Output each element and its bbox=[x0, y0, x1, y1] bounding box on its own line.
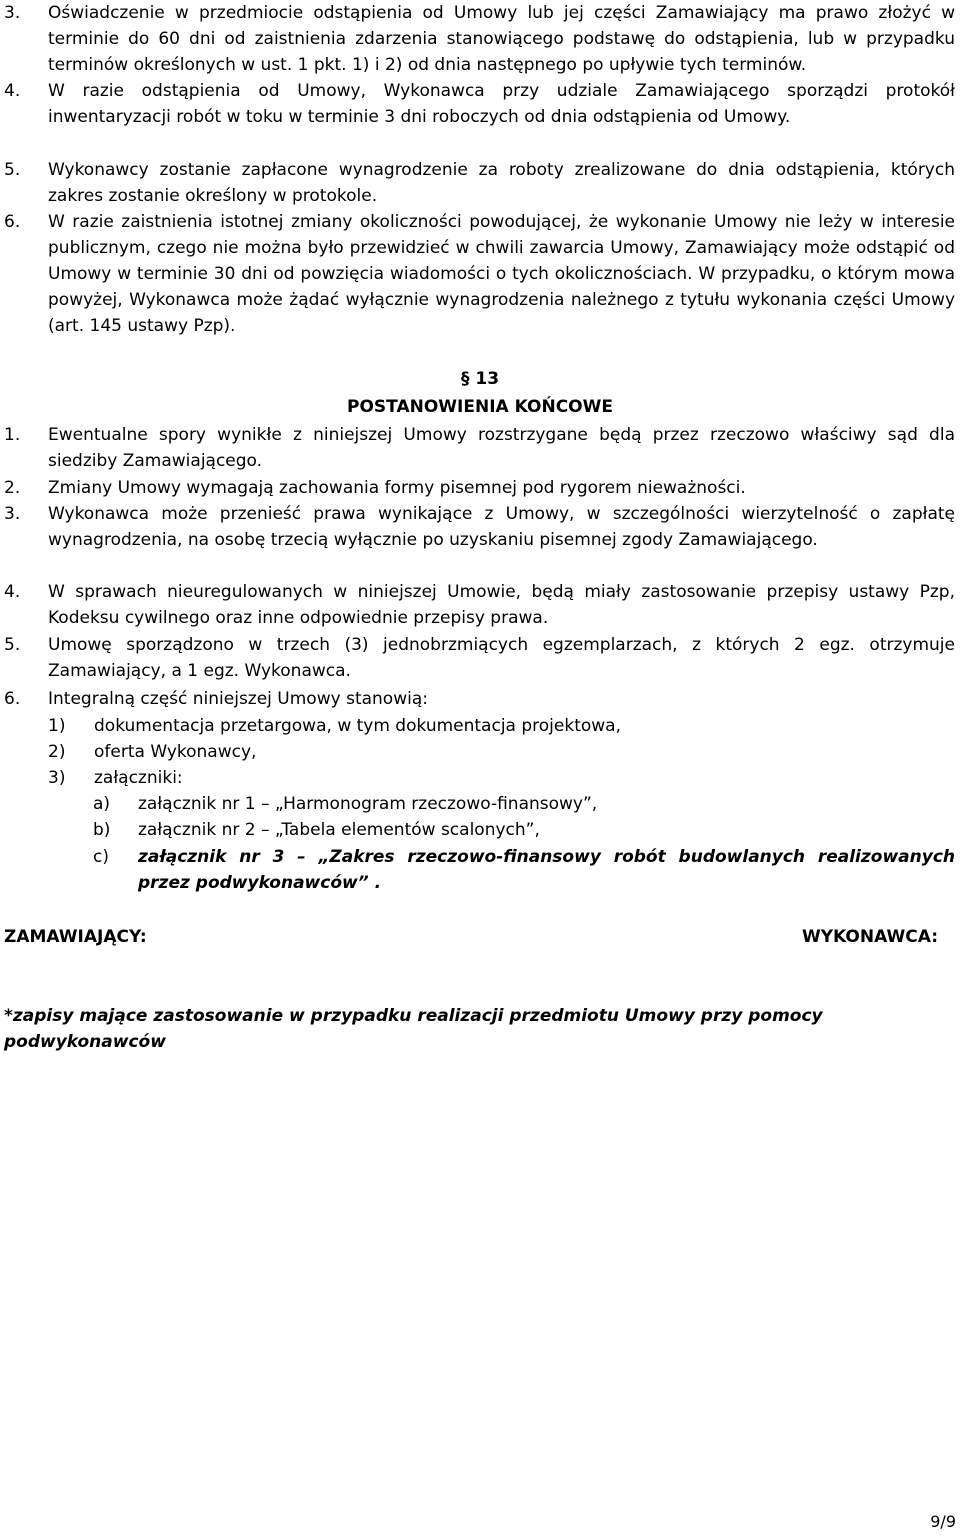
list-text: dokumentacja przetargowa, w tym dokumentacja projektowa, bbox=[94, 716, 621, 736]
signature-contractor: WYKONAWCA: bbox=[801, 927, 938, 947]
list-item bbox=[48, 713, 955, 739]
list-item bbox=[48, 739, 955, 765]
clause-12-6 bbox=[0, 209, 955, 339]
clause-13-3 bbox=[0, 501, 955, 553]
clause-number: 6. bbox=[4, 212, 21, 232]
page-number: 9/9 bbox=[930, 1512, 956, 1531]
clause-12-3 bbox=[0, 0, 955, 78]
clause-12-4 bbox=[0, 78, 955, 130]
clause-number: 2. bbox=[4, 478, 21, 498]
list-item bbox=[48, 765, 955, 791]
attachment-letter: c) bbox=[93, 847, 109, 867]
attachment-text: załącznik nr 2 – „Tabela elementów scalonych”, bbox=[138, 820, 540, 840]
clause-12-5 bbox=[0, 157, 955, 209]
signature-contracting-party: ZAMAWIAJĄCY: bbox=[4, 927, 147, 947]
clause-number: 5. bbox=[4, 160, 21, 180]
attachment-item bbox=[93, 844, 955, 896]
list-number: 1) bbox=[48, 716, 66, 736]
clause-text: W razie odstąpienia od Umowy, Wykonawca przy udziale Zamawiającego sporządzi protokół inwentaryzacji robót w toku w terminie 3 dni roboczych od dnia odstąpienia od Umowy. bbox=[48, 81, 955, 127]
clause-number: 4. bbox=[4, 582, 21, 602]
attachment-letter: a) bbox=[93, 794, 111, 814]
clause-text: Zmiany Umowy wymagają zachowania formy pisemnej pod rygorem nieważności. bbox=[48, 478, 746, 498]
clause-text: Integralną część niniejszej Umowy stanowią: bbox=[48, 689, 428, 709]
clause-number: 3. bbox=[4, 3, 21, 23]
clause-text: Wykonawca może przenieść prawa wynikające z Umowy, w szczególności wierzytelność o zapłatę wynagrodzenia, na osobę trzecią wyłącznie po uzyskaniu pisemnej zgody Zamawiającego. bbox=[48, 504, 955, 550]
clause-text: W sprawach nieuregulowanych w niniejszej Umowie, będą miały zastosowanie przepisy ustawy Pzp, Kodeksu cywilnego oraz inne odpowiednie przepisy prawa. bbox=[48, 582, 955, 628]
list-text: załączniki: bbox=[94, 768, 183, 788]
section-number: § 13 bbox=[460, 369, 500, 389]
clause-text: Oświadczenie w przedmiocie odstąpienia od Umowy lub jej części Zamawiający ma prawo złożyć w terminie do 60 dni od zaistnienia zdarzenia stanowiącego podstawę do odstąpienia, lub w przypadku terminów określonych w ust. 1 pkt. 1) i 2) od dnia następnego po upływie tych terminów. bbox=[48, 3, 955, 75]
clause-text: W razie zaistnienia istotnej zmiany okoliczności powodującej, że wykonanie Umowy nie leży w interesie publicznym, czego nie można było przewidzieć w chwili zawarcia Umowy, Zamawiający może odstąpić od Umowy w terminie 30 dni od powzięcia wiadomości o tych okolicznościach. W przypadku, o którym mowa powyżej, Wykonawca może żądać wyłącznie wynagrodzenia należnego z tytułu wykonania części Umowy (art. 145 ustawy Pzp). bbox=[48, 212, 955, 336]
list-text: oferta Wykonawcy, bbox=[94, 742, 257, 762]
attachment-text: załącznik nr 1 – „Harmonogram rzeczowo-finansowy”, bbox=[138, 794, 598, 814]
clause-number: 5. bbox=[4, 635, 21, 655]
clause-text: Ewentualne spory wynikłe z niniejszej Umowy rozstrzygane będą przez rzeczowo właściwy sąd dla siedziby Zamawiającego. bbox=[48, 425, 955, 471]
clause-text: Wykonawcy zostanie zapłacone wynagrodzenie za roboty zrealizowane do dnia odstąpienia, których zakres zostanie określony w protokole. bbox=[48, 160, 955, 206]
list-number: 3) bbox=[48, 768, 66, 788]
attachment-letter: b) bbox=[93, 820, 111, 840]
clause-number: 3. bbox=[4, 504, 21, 524]
section-title: POSTANOWIENIA KOŃCOWE bbox=[347, 397, 613, 417]
attachment-item bbox=[93, 817, 955, 843]
attachment-item bbox=[93, 791, 955, 817]
clause-13-2 bbox=[0, 475, 955, 501]
clause-13-4 bbox=[0, 579, 955, 631]
clause-number: 4. bbox=[4, 81, 21, 101]
clause-number: 1. bbox=[4, 425, 21, 445]
clause-13-6 bbox=[0, 686, 955, 712]
list-number: 2) bbox=[48, 742, 66, 762]
clause-13-5 bbox=[0, 632, 955, 684]
clause-number: 6. bbox=[4, 689, 21, 709]
clause-13-1 bbox=[0, 422, 955, 474]
footnote: *zapisy mające zastosowanie w przypadku realizacji przedmiotu Umowy przy pomocy podwykonawców bbox=[4, 1006, 823, 1052]
attachment-text: załącznik nr 3 – „Zakres rzeczowo-finansowy robót budowlanych realizowanych przez podwykonawców” . bbox=[138, 847, 955, 893]
clause-text: Umowę sporządzono w trzech (3) jednobrzmiących egzemplarzach, z których 2 egz. otrzymuje Zamawiający, a 1 egz. Wykonawca. bbox=[48, 635, 955, 681]
